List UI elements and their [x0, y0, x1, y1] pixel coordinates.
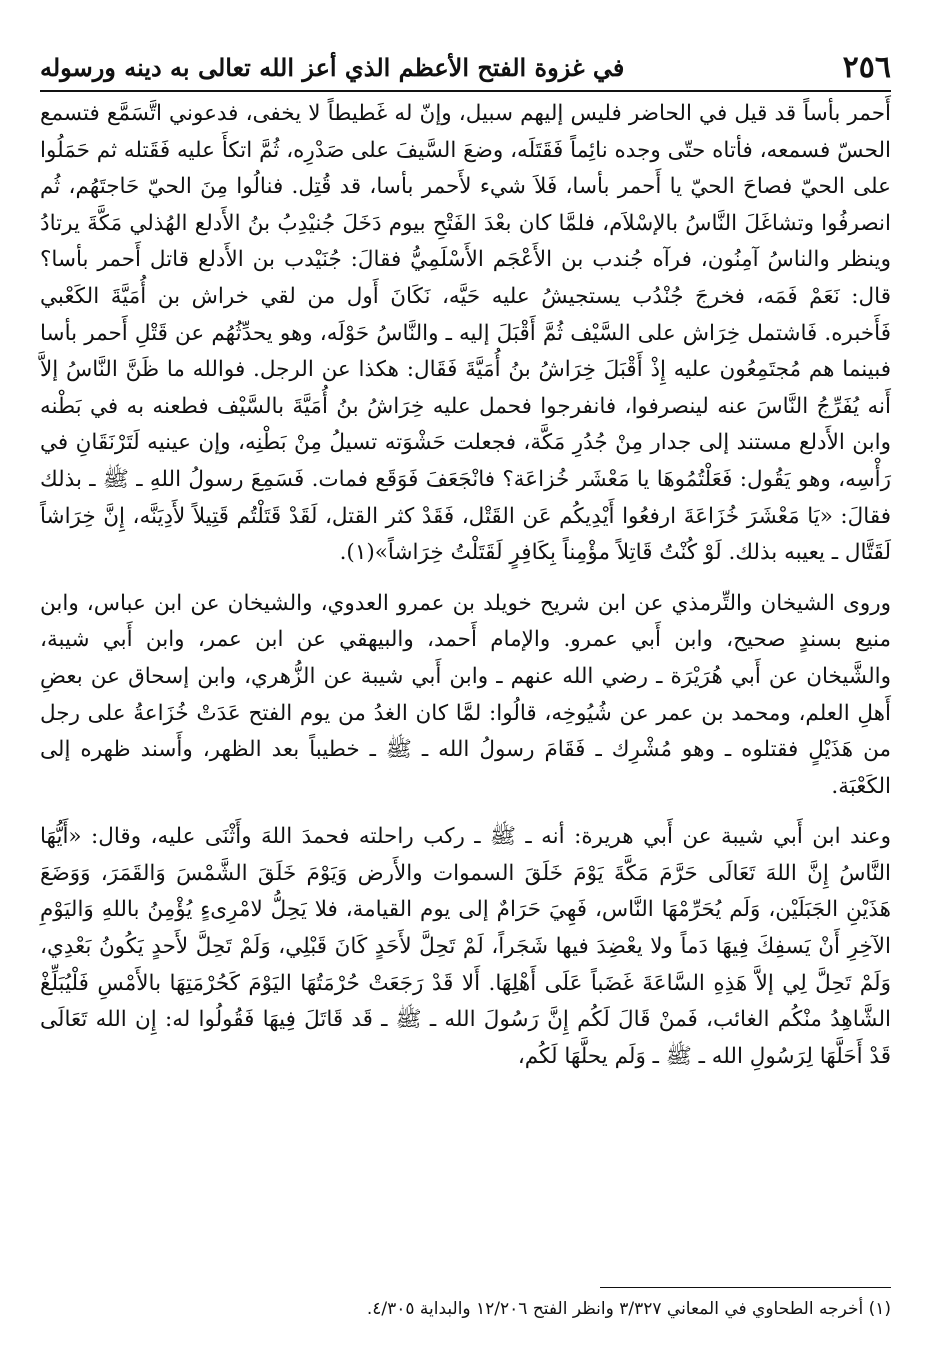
- main-text: [40, 96, 891, 1075]
- running-title: في غزوة الفتح الأعظم الذي أعز الله تعالى به دينه ورسوله: [40, 52, 625, 82]
- paragraph-2: وروى الشيخان والتِّرمذي عن ابن شريح خويلد بن عمرو العدوي، والشيخان عن ابن عباس، وابن منيع بسندٍ صحيح، وابن أَبي عمرو. والإمام أَحمد، والبيهقي عن ابن عمر، وابن أَبي شيبة، والشَّيخان عن أَبي هُرَيْرَة ـ رضي الله عنهم ـ وابن أَبي شيبة عن الزُّهري، وابن إسحاق عن بعضِ أَهلِ العلم، ومحمد بن عمر عن شُيُوخِه، قالُوا: لمَّا كان الغدُ من يوم الفتح عَدَتْ خُزَاعةُ على رجل من هَذَيْلٍ فقتلوه ـ وهو مُشْرِك ـ فَقَامَ رسولُ الله ـ ﷺ ـ خطيباً بعد الظهر، وأَسند ظهره إلى الكَعْبَة.: [40, 590, 891, 799]
- page-header: [40, 44, 891, 92]
- footnote: (١) أخرجه الطحاوي في المعاني ٣/٣٢٧ وانظر الفتح ١٢/٢٠٦ والبداية ٤/٣٠٥.: [366, 1299, 891, 1319]
- page-number: ٢٥٦: [842, 49, 891, 85]
- footnote-divider: [600, 1287, 891, 1288]
- paragraph-3: وعند ابن أَبي شيبة عن أَبي هريرة: أنه ـ ﷺ ـ ركب راحلته فحمدَ اللهَ وأَثْنَى عليه، وقال: «أَيُّهَا النَّاسُ إِنَّ اللهَ تَعَالَى حَرَّمَ مَكَّةَ يَوْمَ خَلَقَ السموات والأَرض وَيَوْمَ خَلَقَ الشَّمْسَ وَالقَمَرَ، وَوَضَعَ هَذَيْنِ الجَبَلَيْن، وَلَم يُحَرِّمْهَا النَّاس، فَهِيَ حَرَامٌ إلى يوم القيامة، فلا يَحِلُّ لامْرِىءٍ يُؤْمِنُ باللهِ وَاليَوْمِ الآخِرِ أَنْ يَسفِكَ فِيهَا دَماً ولا يعْضِدَ فيها شَجَراً، لَمْ تَحِلَّ لأَحَدٍ كَانَ قَبْلِي، وَلَمْ تَحِلَّ لأَحدٍ يَكُونُ بَعْدِي، وَلَمْ تَحِلَّ لِي إلاَّ هَذِهِ السَّاعَةَ غَضَباً عَلَى أَهْلِهَا. أَلا قَدْ رَجَعَتْ حُرْمَتُهَا اليَوْمَ كَحُرْمَتِهَا بالأَمْسِ فَلْيُبَلِّغْ الشَّاهِدُ منْكُم الغائب، فَمنْ قَالَ لَكُم إِنَّ رَسُولَ الله ـ ﷺ ـ قَد قَاتَلَ فِيهَا فَقُولُوا له: إِن الله تَعَالَى قَدْ أَحَلَّهَا لِرَسُولِ الله ـ ﷺ ـ وَلَم يحلَّهَا لَكُم،: [40, 824, 891, 1069]
- paragraph-1: أَحمر بأساً قد قيل في الحاضر فليس إليهم سبيل، وإنّ له غَطيطاً لا يخفى، فدعوني اتَّسَمَّع فتسمع الحسّ فسمعه، فأتاه حتّى وجده نائِماً فَقَتَلَه، وضعَ السَّيفَ على صَدْرِه، ثُمَّ اتكأَ عليه فَقَتله ثم حَمَلُوا على الحيّ فصاحَ الحيّ يا أَحمر بأسا، فَلاَ شيء لأَحمر بأسا، قد قُتِل. فنالُوا مِنَ الحيّ حَاجتَهُم، ثُم انصرفُوا وتشاغَلَ النَّاسُ بالإسْلاَم، فلمَّا كان بعْدَ الفَتْحِ بيوم دَخَلَ جُنيْدِبُ بنُ الأَدلع الهُذلي مَكَّةَ يرتادُ وينظر والناسُ آمِنُون، فرآه جُندب بن الأَعْجَم الأَسْلَمِيُّ فقالَ: جُنَيْدب بن الأَدلع قاتل أَحمر بأسا؟ قال: نَعَمْ فَمَه، فخرجَ جُنْدُب يستجيشُ عليه حَيَّه، نَكَانَ أَول من لقي خراش بن أُمَيَّةَ الكَعْبي فَأَخبره. فَاشتمل خِرَاش على السَّيْف ثُمَّ أَقْبَلَ إليه ـ والنَّاسُ حَوْلَه، وهو يحدِّثُهُم عن قَتْلِ أَحمر بأسا فبينما هم مُجتَمِعُون عليه إِذْ أَقْبَلَ خِرَاشُ بنُ أُمَيَّةَ فَقَال: هكذا عن الرجل. فوالله ما ظَنَّ النَّاسُ إلاَّ أَنه يُفَرِّجُ النَّاسَ عنه لينصرفوا، فانفرجوا فحمل عليه خِرَاشُ بنُ أُمَيَّةَ بالسَّيْف فطعنه به في بَطْنه وابن الأَدلع مستند إلى جدار مِنْ جُدُرِ مَكَّة، فجعلت حَشْوَته تسيلُ مِنْ بَطْنِه، وإن عينيه لَتَرْنَقَانِ في رَأْسِه، وهو يَقُول: فَعَلْتُمُوهَا يا مَعْشَر خُزاعَة؟ فانْجَعَفَ فَوَقَع فمات. فَسَمِعَ رسولُ اللهِ ـ ﷺ ـ بذلك فقالَ: «يَا مَعْشَرَ خُزَاعَةَ ارفعُوا أَيْدِيكُم عَن القَتْل، فَقَدْ كثر القتل، لَقَدْ قَتَلْتُم قَتِيلاً لأَدِيَنَّه، إِنَّ خِرَاشاً لَقَتَّال ـ يعيبه بذلك. لَوْ كُنْتُ قَاتِلاً مؤْمِناً بِكَافِرٍ لَقَتَلْتُ خِرَاشاً»(١).: [40, 101, 891, 566]
